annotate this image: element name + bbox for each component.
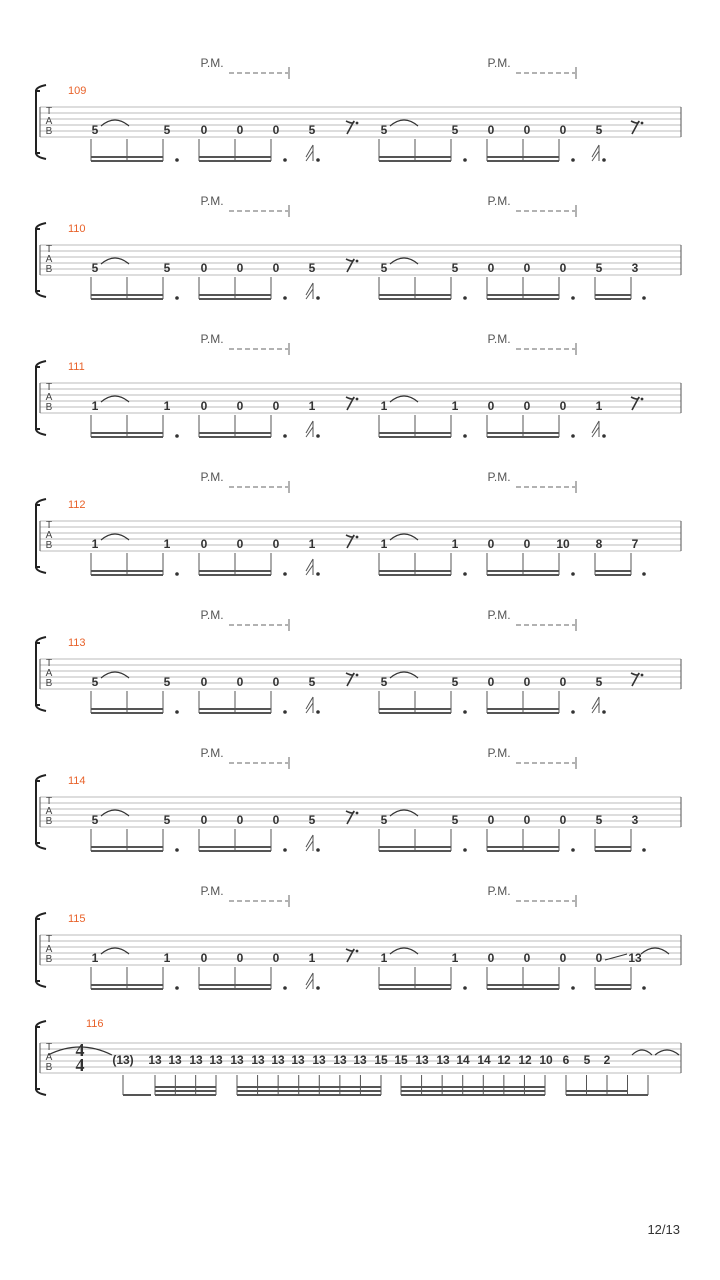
dot	[316, 572, 320, 576]
tab-system	[36, 884, 681, 990]
fret-number: 13	[353, 1053, 367, 1067]
tab-system	[36, 470, 681, 576]
fret-number: 5	[163, 123, 171, 137]
tab-system	[36, 608, 681, 714]
fret-number: 0	[200, 261, 208, 275]
dot	[283, 848, 287, 852]
dot	[175, 158, 179, 162]
palm-mute-label: P.M.	[487, 746, 511, 760]
fret-number: (13)	[112, 1053, 134, 1067]
fret-number: 1	[380, 951, 388, 965]
flag	[592, 421, 599, 437]
flag	[306, 145, 313, 161]
palm-mute-label: P.M.	[487, 332, 511, 346]
fret-number: 1	[91, 537, 99, 551]
palm-mute-label: P.M.	[487, 884, 511, 898]
tie-arc	[655, 1050, 679, 1055]
system-bracket	[36, 919, 40, 981]
palm-mute-label: P.M.	[200, 884, 224, 898]
tab-letter: T	[45, 244, 53, 255]
fret-number: 15	[374, 1053, 388, 1067]
tab-letter: B	[45, 540, 53, 551]
dot	[175, 848, 179, 852]
fret-number: 5	[163, 813, 171, 827]
dot	[571, 434, 575, 438]
dot	[602, 710, 606, 714]
palm-mute-label: P.M.	[200, 608, 224, 622]
rest-dot	[356, 812, 359, 815]
dot	[175, 296, 179, 300]
fret-number: 5	[595, 675, 603, 689]
fret-number: 5	[308, 813, 316, 827]
dot	[642, 296, 646, 300]
fret-number: 5	[308, 675, 316, 689]
rest-dot	[356, 950, 359, 953]
fret-number: 5	[380, 123, 388, 137]
palm-mute-label: P.M.	[487, 194, 511, 208]
dot	[463, 710, 467, 714]
dot	[571, 986, 575, 990]
fret-number: 13	[148, 1053, 162, 1067]
tab-letter: B	[45, 816, 53, 827]
fret-number: 0	[523, 951, 531, 965]
fret-number: 5	[163, 675, 171, 689]
fret-number: 5	[91, 261, 99, 275]
rest-dot	[356, 122, 359, 125]
palm-mute-label: P.M.	[200, 194, 224, 208]
fret-number: 5	[308, 261, 316, 275]
fret-number: 0	[559, 813, 567, 827]
rest-symbol	[346, 535, 354, 548]
fret-number: 0	[487, 813, 495, 827]
rest-dot	[356, 398, 359, 401]
fret-number: 10	[556, 537, 570, 551]
fret-number: 0	[523, 261, 531, 275]
tab-letter: T	[45, 934, 53, 945]
tab-letter: A	[45, 944, 53, 955]
fret-number: 13	[271, 1053, 285, 1067]
dot	[175, 572, 179, 576]
system-bracket	[36, 781, 40, 843]
palm-mute-label: P.M.	[200, 56, 224, 70]
fret-number: 0	[487, 399, 495, 413]
tab-letter: A	[45, 116, 53, 127]
flag	[592, 145, 599, 161]
fret-number: 1	[451, 537, 459, 551]
fret-number: 7	[631, 537, 639, 551]
fret-number: 5	[451, 261, 459, 275]
rest-symbol	[346, 673, 354, 686]
tab-letter: T	[45, 796, 53, 807]
dot	[602, 434, 606, 438]
fret-number: 5	[595, 813, 603, 827]
dot	[283, 572, 287, 576]
rest-symbol	[631, 397, 639, 410]
tab-letter: T	[45, 382, 53, 393]
tab-letter: A	[45, 806, 53, 817]
fret-number: 13	[168, 1053, 182, 1067]
fret-number: 1	[380, 399, 388, 413]
fret-number: 0	[559, 123, 567, 137]
fret-number: 1	[91, 399, 99, 413]
tab-system-final	[36, 1018, 681, 1095]
fret-number: 0	[236, 813, 244, 827]
system-bracket	[36, 505, 40, 567]
fret-number: 1	[91, 951, 99, 965]
measure-number: 110	[68, 223, 86, 235]
fret-number: 0	[236, 951, 244, 965]
system-bracket	[36, 1027, 40, 1089]
fret-number: 0	[200, 399, 208, 413]
rest-dot	[356, 674, 359, 677]
tab-system	[36, 194, 681, 300]
tab-letter: A	[45, 530, 53, 541]
rest-symbol	[631, 673, 639, 686]
fret-number: 12	[518, 1053, 532, 1067]
fret-number: 0	[272, 813, 280, 827]
dot	[463, 296, 467, 300]
dot	[283, 986, 287, 990]
fret-number: 0	[200, 675, 208, 689]
fret-number: 5	[380, 261, 388, 275]
rest-symbol	[346, 397, 354, 410]
fret-number: 0	[523, 123, 531, 137]
rest-dot	[356, 260, 359, 263]
fret-number: 0	[236, 675, 244, 689]
fret-number: 0	[236, 123, 244, 137]
fret-number: 2	[603, 1053, 611, 1067]
fret-number: 0	[523, 813, 531, 827]
measure-number: 115	[68, 913, 86, 925]
dot	[316, 158, 320, 162]
fret-number: 0	[523, 399, 531, 413]
rest-symbol	[631, 121, 639, 134]
fret-number: 0	[272, 261, 280, 275]
fret-number: 1	[308, 537, 316, 551]
dot	[316, 296, 320, 300]
fret-number: 0	[272, 675, 280, 689]
dot	[316, 848, 320, 852]
palm-mute-label: P.M.	[487, 608, 511, 622]
fret-number: 5	[91, 675, 99, 689]
fret-number: 5	[451, 675, 459, 689]
fret-number: 1	[380, 537, 388, 551]
dot	[463, 434, 467, 438]
rest-dot	[641, 674, 644, 677]
fret-number: 0	[559, 399, 567, 413]
dot	[463, 848, 467, 852]
flag	[306, 973, 313, 989]
fret-number: 0	[487, 675, 495, 689]
fret-number: 13	[628, 951, 642, 965]
fret-number: 5	[380, 675, 388, 689]
palm-mute-label: P.M.	[200, 470, 224, 484]
fret-number: 12	[497, 1053, 511, 1067]
fret-number: 13	[333, 1053, 347, 1067]
tab-letter: A	[45, 668, 53, 679]
page-number: 12/13	[647, 1222, 680, 1237]
dot	[642, 848, 646, 852]
fret-number: 5	[91, 123, 99, 137]
fret-number: 1	[308, 951, 316, 965]
fret-number: 1	[163, 951, 171, 965]
fret-number: 13	[230, 1053, 244, 1067]
dot	[175, 434, 179, 438]
fret-number: 5	[451, 813, 459, 827]
dot	[283, 296, 287, 300]
fret-number: 5	[583, 1053, 591, 1067]
measure-number: 116	[86, 1018, 104, 1030]
fret-number: 14	[456, 1053, 470, 1067]
tab-system	[36, 332, 681, 438]
time-signature-bottom: 4	[75, 1055, 85, 1075]
fret-number: 0	[523, 675, 531, 689]
palm-mute-label: P.M.	[200, 746, 224, 760]
fret-number: 14	[477, 1053, 491, 1067]
fret-number: 0	[272, 951, 280, 965]
fret-number: 1	[308, 399, 316, 413]
fret-number: 0	[487, 537, 495, 551]
fret-number: 15	[394, 1053, 408, 1067]
tab-letter: B	[45, 954, 53, 965]
dot	[316, 434, 320, 438]
measure-number: 109	[68, 85, 87, 97]
palm-mute-label: P.M.	[200, 332, 224, 346]
tab-system	[36, 746, 681, 852]
fret-number: 0	[487, 951, 495, 965]
dot	[316, 710, 320, 714]
system-bracket	[36, 91, 40, 153]
dot	[602, 158, 606, 162]
rest-dot	[641, 122, 644, 125]
fret-number: 1	[451, 951, 459, 965]
fret-number: 0	[523, 537, 531, 551]
fret-number: 3	[631, 813, 639, 827]
fret-number: 0	[200, 951, 208, 965]
dot	[571, 158, 575, 162]
rest-symbol	[346, 259, 354, 272]
tab-letter: B	[45, 678, 53, 689]
tab-letter: T	[45, 658, 53, 669]
fret-number: 0	[200, 123, 208, 137]
tab-letter: B	[45, 1062, 53, 1073]
fret-number: 5	[91, 813, 99, 827]
dot	[283, 710, 287, 714]
fret-number: 3	[631, 261, 639, 275]
fret-number: 5	[595, 123, 603, 137]
fret-number: 0	[200, 813, 208, 827]
palm-mute-label: P.M.	[487, 56, 511, 70]
tab-letter: T	[45, 1042, 53, 1053]
fret-number: 0	[559, 675, 567, 689]
tab-letter: B	[45, 402, 53, 413]
dot	[283, 434, 287, 438]
tab-letter: B	[45, 126, 53, 137]
dot	[571, 848, 575, 852]
fret-number: 0	[236, 261, 244, 275]
flag	[306, 835, 313, 851]
fret-number: 5	[163, 261, 171, 275]
dot	[463, 158, 467, 162]
flag	[592, 697, 599, 713]
dot	[283, 158, 287, 162]
flag	[306, 283, 313, 299]
tab-system	[36, 56, 681, 162]
fret-number: 0	[559, 261, 567, 275]
dot	[175, 710, 179, 714]
fret-number: 5	[380, 813, 388, 827]
fret-number: 1	[451, 399, 459, 413]
tab-letter: A	[45, 254, 53, 265]
fret-number: 1	[163, 399, 171, 413]
fret-number: 5	[451, 123, 459, 137]
dot	[571, 572, 575, 576]
system-bracket	[36, 229, 40, 291]
dot	[316, 986, 320, 990]
fret-number: 6	[562, 1053, 570, 1067]
fret-number: 13	[189, 1053, 203, 1067]
fret-number: 0	[272, 123, 280, 137]
fret-number: 0	[236, 537, 244, 551]
rest-symbol	[346, 949, 354, 962]
flag	[306, 421, 313, 437]
fret-number: 0	[595, 951, 603, 965]
rest-symbol	[346, 811, 354, 824]
measure-number: 111	[68, 361, 85, 373]
fret-number: 0	[272, 399, 280, 413]
fret-number: 13	[312, 1053, 326, 1067]
tab-letter: B	[45, 264, 53, 275]
fret-number: 0	[236, 399, 244, 413]
dot	[463, 572, 467, 576]
fret-number: 13	[436, 1053, 450, 1067]
fret-number: 0	[200, 537, 208, 551]
time-signature-top: 4	[75, 1040, 85, 1060]
dot	[571, 710, 575, 714]
palm-mute-label: P.M.	[487, 470, 511, 484]
dot	[175, 986, 179, 990]
measure-number: 112	[68, 499, 86, 511]
dot	[463, 986, 467, 990]
fret-number: 0	[487, 123, 495, 137]
fret-number: 5	[595, 261, 603, 275]
fret-number: 1	[163, 537, 171, 551]
flag	[306, 697, 313, 713]
fret-number: 8	[595, 537, 603, 551]
dot	[642, 986, 646, 990]
system-bracket	[36, 643, 40, 705]
system-bracket	[36, 367, 40, 429]
rest-dot	[356, 536, 359, 539]
fret-number: 10	[539, 1053, 553, 1067]
fret-number: 0	[487, 261, 495, 275]
tab-letter: A	[45, 1052, 53, 1063]
rest-symbol	[346, 121, 354, 134]
tab-letter: T	[45, 520, 53, 531]
fret-number: 13	[415, 1053, 429, 1067]
fret-number: 0	[272, 537, 280, 551]
tab-letter: A	[45, 392, 53, 403]
rest-dot	[641, 398, 644, 401]
fret-number: 0	[559, 951, 567, 965]
tab-letter: T	[45, 106, 53, 117]
fret-number: 5	[308, 123, 316, 137]
dot	[642, 572, 646, 576]
tie-arc	[632, 1050, 652, 1055]
fret-number: 13	[251, 1053, 265, 1067]
measure-number: 113	[68, 637, 86, 649]
fret-number: 13	[209, 1053, 223, 1067]
dot	[571, 296, 575, 300]
measure-number: 114	[68, 775, 86, 787]
fret-number: 1	[595, 399, 603, 413]
fret-number: 13	[291, 1053, 305, 1067]
flag	[306, 559, 313, 575]
